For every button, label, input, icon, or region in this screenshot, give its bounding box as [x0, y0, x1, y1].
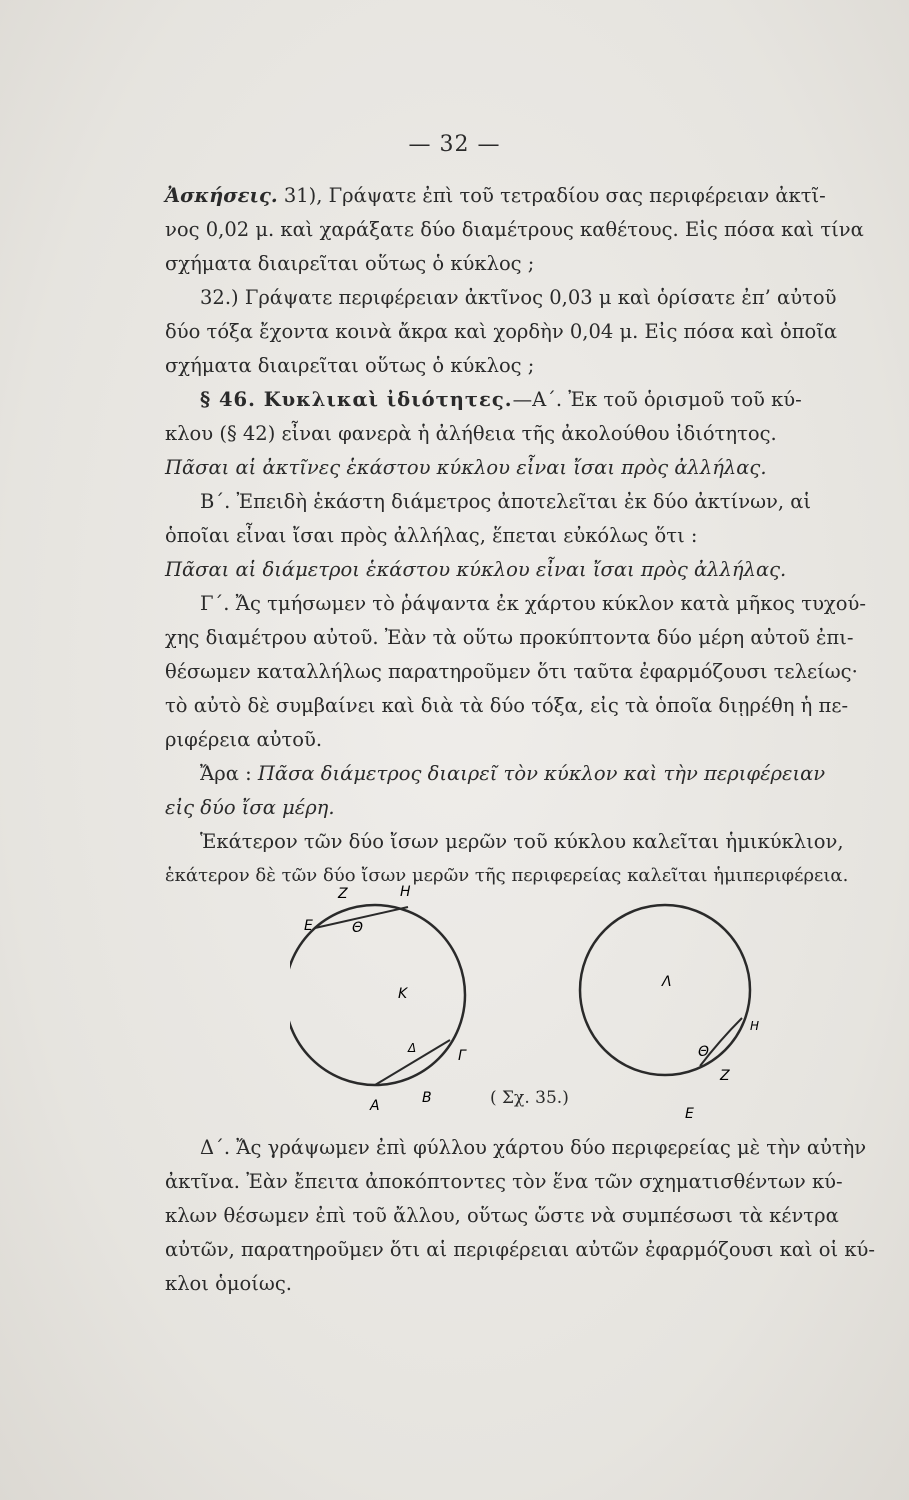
svg-text:Z: Z — [720, 1068, 730, 1084]
text-line: θέσωμεν καταλλήλως παρατηροῦμεν ὅτι ταῦτα ἐφαρμόζουσι τελείως· — [165, 660, 858, 683]
svg-text:B: B — [422, 1090, 432, 1106]
svg-text:Γ: Γ — [458, 1048, 466, 1064]
text-line: σχήματα διαιρεῖται οὕτως ὁ κύκλος ; — [165, 252, 535, 275]
text-line: νος 0,02 μ. καὶ χαράξατε δύο διαμέτρους καθέτους. Εἰς πόσα καὶ τίνα — [165, 218, 864, 241]
svg-text:A: A — [370, 1098, 380, 1114]
svg-text:E: E — [685, 1106, 694, 1122]
text-line: ὁποῖαι εἶναι ἴσαι πρὸς ἀλλήλας, ἕπεται εὐκόλως ὅτι : — [165, 524, 698, 547]
text-line: 32.) Γράψατε περιφέρειαν ἀκτῖνος 0,03 μ καὶ ὁρίσατε ἐπ’ αὐτοῦ — [200, 286, 837, 309]
svg-text:Θ: Θ — [698, 1044, 710, 1060]
text-line: χης διαμέτρου αὐτοῦ. Ἐὰν τὰ οὕτω προκύπτοντα δύο μέρη αὐτοῦ ἐπι- — [165, 626, 854, 649]
svg-text:H: H — [750, 1019, 760, 1033]
text-line: Ἑκάτερον τῶν δύο ἴσων μερῶν τοῦ κύκλου καλεῖται ἡμικύκλιον, — [200, 830, 844, 853]
left-circle — [290, 905, 465, 1085]
svg-text:Z: Z — [338, 886, 348, 902]
theorem-line: Πᾶσαι αἱ ἀκτῖνες ἑκάστου κύκλου εἶναι ἴσαι πρὸς ἀλλήλας. — [165, 456, 767, 479]
svg-text:Δ: Δ — [408, 1041, 417, 1055]
text-line: κλου (§ 42) εἶναι φανερὰ ἡ ἀλήθεια τῆς ἀκολούθου ἰδιότητος. — [165, 422, 777, 445]
svg-text:Θ: Θ — [352, 920, 364, 936]
text-line: ἑκάτερον δὲ τῶν δύο ἴσων μερῶν τῆς περιφερείας καλεῖται ἡμιπεριφέρεια. — [165, 865, 849, 886]
section-heading-line: § 46. Κυκλικαὶ ἰδιότητες.—Α΄. Ἐκ τοῦ ὁρισμοῦ τοῦ κύ- — [200, 388, 802, 411]
svg-text:Λ: Λ — [662, 974, 672, 990]
svg-text:H: H — [400, 884, 411, 900]
section-heading: § 46. Κυκλικαὶ ἰδιότητες. — [200, 388, 513, 411]
text-line: Ἄρα : Πᾶσα διάμετρος διαιρεῖ τὸν κύκλον καὶ τὴν περιφέρειαν — [200, 762, 826, 785]
text-line: αὐτῶν, παρατηροῦμεν ὅτι αἱ περιφέρειαι αὐτῶν ἐφαρμόζουσι καὶ οἱ κύ- — [165, 1238, 875, 1261]
text-line: κλων θέσωμεν ἐπὶ τοῦ ἄλλου, οὕτως ὥστε νὰ συμπέσωσι τὰ κέντρα — [165, 1204, 839, 1227]
text-line: ἀκτῖνα. Ἐὰν ἔπειτα ἀποκόπτοντες τὸν ἕνα τῶν σχηματισθέντων κύ- — [165, 1170, 843, 1193]
svg-text:K: K — [398, 986, 408, 1002]
theorem-line: εἰς δύο ἴσα μέρη. — [165, 796, 335, 819]
figure-caption: ( Σχ. 35.) — [490, 1088, 569, 1108]
text-line: δύο τόξα ἔχοντα κοινὰ ἄκρα καὶ χορδὴν 0,04 μ. Εἰς πόσα καὶ ὁποῖα — [165, 320, 838, 343]
text-line: Ἀσκήσεις. 31), Γράψατε ἐπὶ τοῦ τετραδίου σας περιφέρειαν ἀκτῖ- — [165, 184, 826, 207]
theorem-line: Πᾶσαι αἱ διάμετροι ἑκάστου κύκλου εἶναι ἴσαι πρὸς ἀλλήλας. — [165, 558, 787, 581]
text-line: Δ΄. Ἄς γράψωμεν ἐπὶ φύλλου χάρτου δύο περιφερείας μὲ τὴν αὐτὴν — [200, 1136, 867, 1159]
text-line: σχήματα διαιρεῖται οὕτως ὁ κύκλος ; — [165, 354, 535, 377]
text-line: τὸ αὐτὸ δὲ συμβαίνει καὶ διὰ τὰ δύο τόξα, εἰς τὰ ὁποῖα διῃρέθη ἡ πε- — [165, 694, 849, 717]
text-line: κλοι ὁμοίως. — [165, 1272, 292, 1295]
svg-text:E: E — [304, 918, 313, 934]
text-line: Β΄. Ἐπειδὴ ἑκάστη διάμετρος ἀποτελεῖται ἐκ δύο ἀκτίνων, αἱ — [200, 490, 812, 513]
right-circle — [580, 905, 750, 1075]
page-number: — 32 — — [408, 132, 501, 157]
text-line: Γ΄. Ἄς τμήσωμεν τὸ ῥάψαντα ἐκ χάρτου κύκλον κατὰ μῆκος τυχού- — [200, 592, 866, 615]
text-line: ριφέρεια αὐτοῦ. — [165, 728, 323, 751]
